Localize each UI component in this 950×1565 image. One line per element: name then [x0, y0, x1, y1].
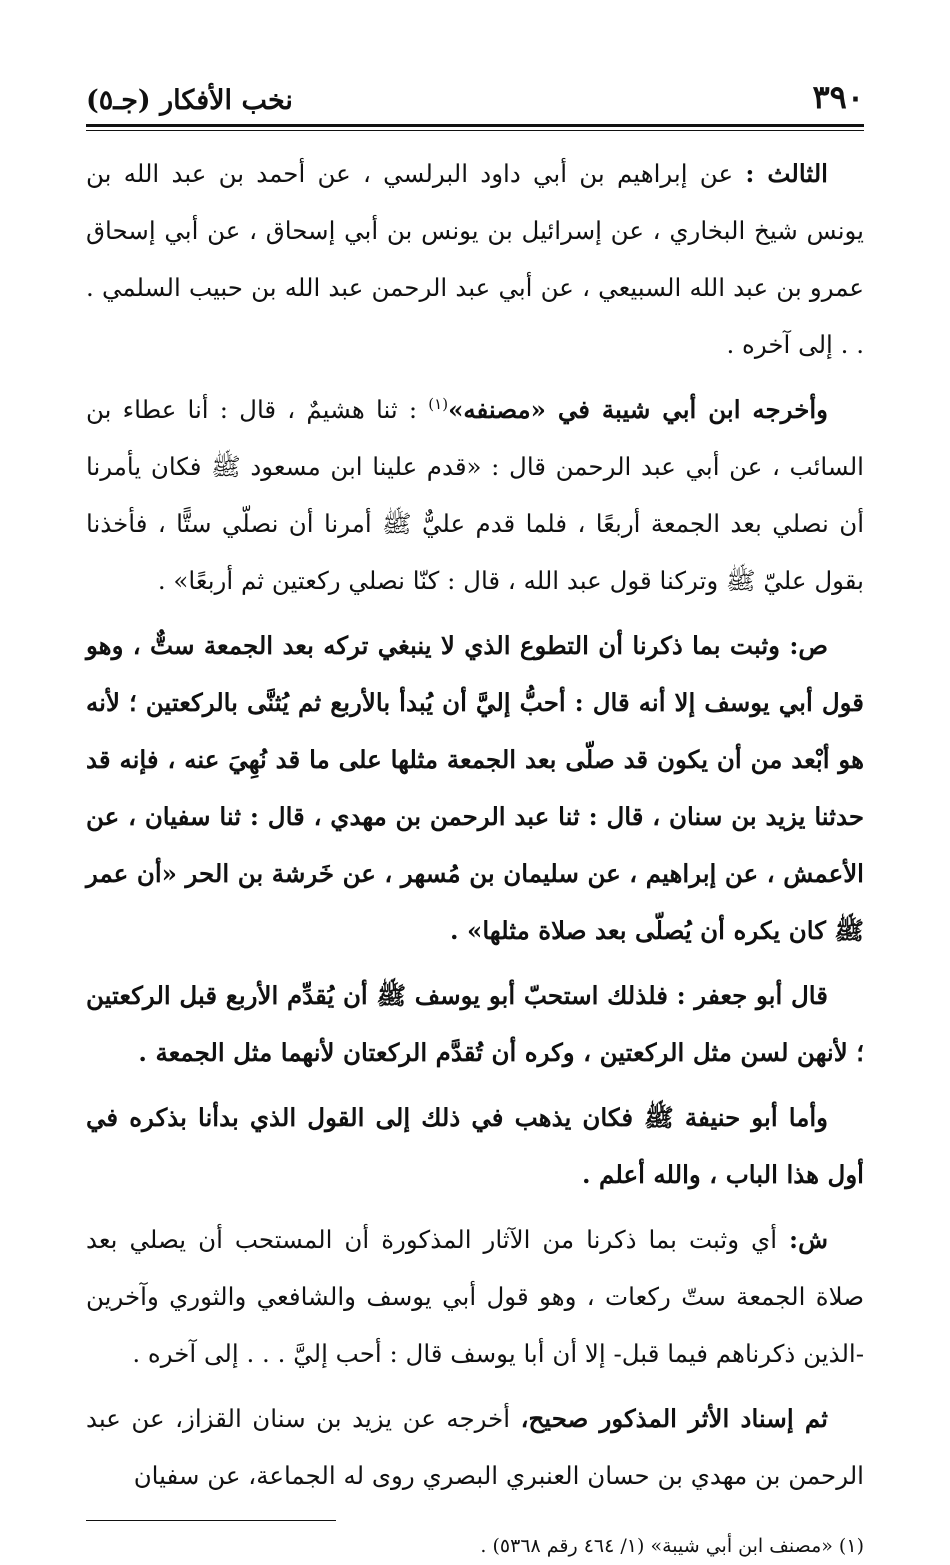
paragraph-text: عن إبراهيم بن أبي داود البرلسي ، عن أحمد بن عبد الله بن يونس شيخ البخاري ، عن إسرائيل بن يونس بن أبي إسحاق ، عن أبي إسحاق عمرو بن عبد الله السبيعي ، عن أبي عبد الرحمن عبد الله بن حبيب السلمي . . . إلى آخره . — [86, 159, 864, 359]
paragraph-text: أخرجه عن يزيد بن سنان القزاز، عن عبد الرحمن بن مهدي بن حسان العنبري البصري روى له الجماعة، عن سفيان — [86, 1404, 864, 1490]
header-rule — [86, 124, 864, 127]
paragraph-isnad — [86, 1390, 864, 1504]
footnote-separator — [86, 1520, 336, 1521]
footnote: (١) «مصنف ابن أبي شيبة» (١/ ٤٦٤ رقم ٥٣٦٨) . — [480, 1535, 864, 1557]
paragraph-text: أي وثبت بما ذكرنا من الآثار المذكورة أن المستحب أن يصلي بعد صلاة الجمعة ستّ ركعات ، وهو قول أبي يوسف والشافعي والثوري وآخرين -الذين ذكرناهم فيما قبل- إلا أن أبا يوسف قال : أحب إليَّ . . . إلى آخره . — [86, 1225, 864, 1368]
paragraph-abu-jafar: قال أبو جعفر : فلذلك استحبّ أبو يوسف ﷺ أن يُقدِّم الأربع قبل الركعتين ؛ لأنهن لسن مثل الركعتين ، وكره أن تُقدَّم الركعتان لأنهما مثل الجمعة . — [86, 981, 864, 1067]
paragraph-lead: الثالث : — [745, 159, 828, 188]
paragraph-ibn-abi-shayba — [86, 381, 864, 609]
paragraph-lead: ش: — [789, 1225, 828, 1254]
paragraph-al-thalith — [86, 145, 864, 373]
paragraph-sad: ص: وثبت بما ذكرنا أن التطوع الذي لا ينبغي تركه بعد الجمعة ستٌّ ، وهو قول أبي يوسف إلا أنه قال : أحبُّ إليَّ أن يُبدأ بالأربع ثم يُثنَّى بالركعتين ؛ لأنه هو أبْعد من أن يكون قد صلّى بعد الجمعة مثلها على ما قد نُهِيَ عنه ، فإنه قد حدثنا يزيد بن سنان ، قال : ثنا عبد الرحمن بن مهدي ، قال : ثنا سفيان ، عن الأعمش ، عن إبراهيم ، عن سليمان بن مُسهر ، عن خَرشة بن الحر «أن عمر ﷺ كان يكره أن يُصلّى بعد صلاة مثلها» . — [86, 631, 864, 945]
paragraph-lead: ثم إسناد الأثر المذكور صحيح، — [520, 1404, 828, 1433]
book-title: نخب الأفكار (جـ٥) — [86, 85, 293, 116]
paragraph-abu-hanifa: وأما أبو حنيفة ﷺ فكان يذهب في ذلك إلى القول الذي بدأنا بذكره في أول هذا الباب ، والله أعلم . — [86, 1103, 864, 1189]
paragraph-lead: وأخرجه ابن أبي شيبة في «مصنفه» — [448, 395, 828, 424]
header-rule-thin — [86, 130, 864, 131]
paragraph-shin — [86, 1211, 864, 1382]
paragraph-text: : ثنا هشيمٌ ، قال : أنا عطاء بن السائب ، عن أبي عبد الرحمن قال : «قدم علينا ابن مسعود ﷺ فكان يأمرنا أن نصلي بعد الجمعة أربعًا ، فلما قدم عليٌّ ﷺ أمرنا أن نصلّي ستًّا ، فأخذنا بقول عليّ ﷺ وتركنا قول عبد الله ، قال : كنّا نصلي ركعتين ثم أربعًا» . — [86, 395, 864, 595]
page-body — [86, 145, 864, 1504]
footnote-reference: (١) — [428, 394, 449, 413]
page-header — [86, 70, 864, 116]
page-number: ٣٩٠ — [812, 78, 864, 116]
